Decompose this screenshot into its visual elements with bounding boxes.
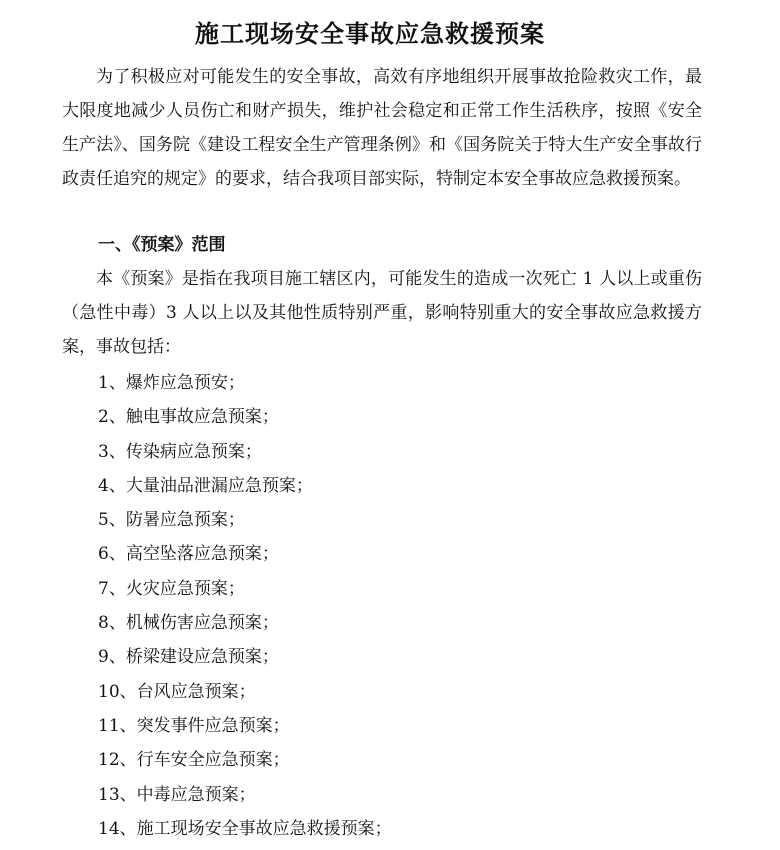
intro-paragraph: 为了积极应对可能发生的安全事故，高效有序地组织开展事故抢险救灾工作，最大限度地减少人员伤亡和财产损失，维护社会稳定和正常工作生活秩序，按照《安全生产法》、国务院《建设工程安全生产管理条例》和《国务院关于特大生产安全事故行政责任追究的规定》的要求，结合我项目部实际，特制定本安全事故应急救援预案。 [62,67,702,189]
section-heading-scope: 一、《预案》范围 [98,235,226,255]
list-item: 7、火灾应急预案； [98,578,245,599]
list-item: 4、大量油品泄漏应急预案； [98,475,313,496]
list-item: 6、高空坠落应急预案； [98,544,279,565]
list-item: 8、机械伤害应急预案； [98,613,279,634]
list-item: 13、中毒应急预案； [98,784,256,805]
list-item: 9、桥梁建设应急预案； [98,647,279,668]
list-item: 14、施工现场安全事故应急救援预案； [98,818,392,839]
list-item: 1、爆炸应急预安； [98,373,245,393]
list-item: 12、行车安全应急预案； [98,750,290,771]
document-title: 施工现场安全事故应急救援预案 [195,19,545,48]
scope-paragraph: 本《预案》是指在我项目施工辖区内，可能发生的造成一次死亡 1 人以上或重伤（急性中毒）3 人以上以及其他性质特别严重，影响特别重大的安全事故应急救援方案，事故包括： [62,269,702,357]
incident-plan-list [98,366,392,846]
list-item: 10、台风应急预案； [98,681,256,702]
list-item: 3、传染病应急预案； [98,441,262,462]
list-item: 11、突发事件应急预案； [98,715,290,736]
list-item: 2、触电事故应急预案； [98,407,279,428]
list-item: 5、防暑应急预案； [98,510,245,531]
